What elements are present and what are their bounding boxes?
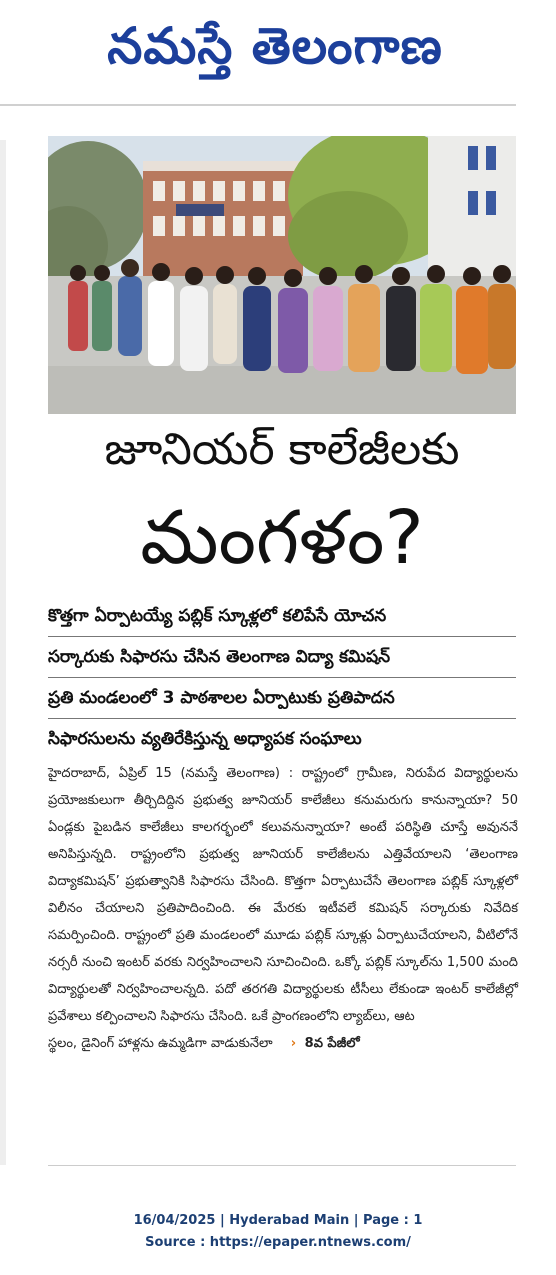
- headline-line-2: మంగళం?: [140, 495, 424, 581]
- article-body-last-line: [48, 1030, 518, 1057]
- edition-info: 16/04/2025 | Hyderabad Main | Page : 1: [133, 1213, 423, 1228]
- page-footer: [0, 1210, 556, 1254]
- page-edge-strip: [0, 140, 6, 1165]
- masthead: [0, 0, 556, 96]
- subheadline-2: సర్కారుకు సిఫారసు చేసిన తెలంగాణ విద్యా కమిషన్: [48, 637, 516, 678]
- news-photo: [48, 136, 516, 414]
- subheadline-1: కొత్తగా ఏర్పాటయ్యే పబ్లిక్ స్కూళ్లలో కలిపేసే యోచన: [48, 596, 516, 637]
- masthead-divider: [0, 104, 516, 106]
- continue-arrow-icon: ›: [290, 1036, 297, 1051]
- source-link[interactable]: Source : https://epaper.ntnews.com/: [145, 1235, 411, 1250]
- headline-line-1: జూనియర్ కాలేజీలకు: [104, 424, 460, 475]
- article-body: [48, 760, 518, 1057]
- continued-on-page-link[interactable]: [291, 1036, 360, 1051]
- subheadline-list: [48, 596, 516, 759]
- subheadline-4: సిఫారసులను వ్యతిరేకిస్తున్న అధ్యాపక సంఘాలు: [48, 729, 362, 749]
- article-body-last-text: స్థలం, డైనింగ్ హాళ్లను ఉమ్మడిగా వాడుకునేలా: [48, 1036, 273, 1051]
- newspaper-logo: నమస్తే తెలంగాణ: [107, 17, 443, 75]
- continued-page-label: 8వ పేజీలో: [304, 1036, 360, 1051]
- footer-divider: [48, 1165, 516, 1166]
- subheadline-3: ప్రతి మండలంలో 3 పాఠశాలల ఏర్పాటుకు ప్రతిపాదన: [48, 678, 516, 719]
- article-body-paragraph: హైదరాబాద్, ఏప్రిల్ 15 (నమస్తే తెలంగాణ) : రాష్ట్రంలో గ్రామీణ, నిరుపేద విద్యార్థులను ప్రయోజకులుగా తీర్చిదిద్దిన ప్రభుత్వ జూనియర్ కాలేజీలు కనుమరుగు కానున్నాయా? 50 ఏండ్లకు పైబడిన కాలేజీలు కాలగర్భంలో కలువనున్నాయా? అంటే పరిస్థితి చూస్తే అవుననే అనిపిస్తున్నది. రాష్ట్రంలోని ప్రభుత్వ జూనియర్ కాలేజీలను ఎత్తివేయాలని ‘తెలంగాణ విద్యాకమిషన్’ ప్రభుత్వానికి సిఫారసు చేసింది. కొత్తగా ఏర్పాటుచేసే తెలంగాణ పబ్లిక్ స్కూళ్లలో విలీనం చేయాలని ప్రతిపాదించింది. ఈ మేరకు ఇటీవలే కమిషన్ సర్కారుకు నివేదిక సమర్పించింది. రాష్ట్రంలో ప్రతి మండలంలో మూడు పబ్లిక్ స్కూళ్లు ఏర్పాటుచేయాలని, వీటిలోనే నర్సరీ నుంచి ఇంటర్ వరకు నిర్వహించాలని సూచించింది. ఒక్కో పబ్లిక్ స్కూల్‌ను 1,500 మంది విద్యార్థులతో నిర్వహించాలన్నది. పదో తరగతి విద్యార్థులకు టీసీలు లేకుండా ఇంటర్ కాలేజీల్లో ప్రవేశాలు కల్పించాలని సిఫారసు చేసింది. ఒకే ప్రాంగణంలోని ల్యాబ్‌లు, ఆట: [48, 766, 518, 1024]
